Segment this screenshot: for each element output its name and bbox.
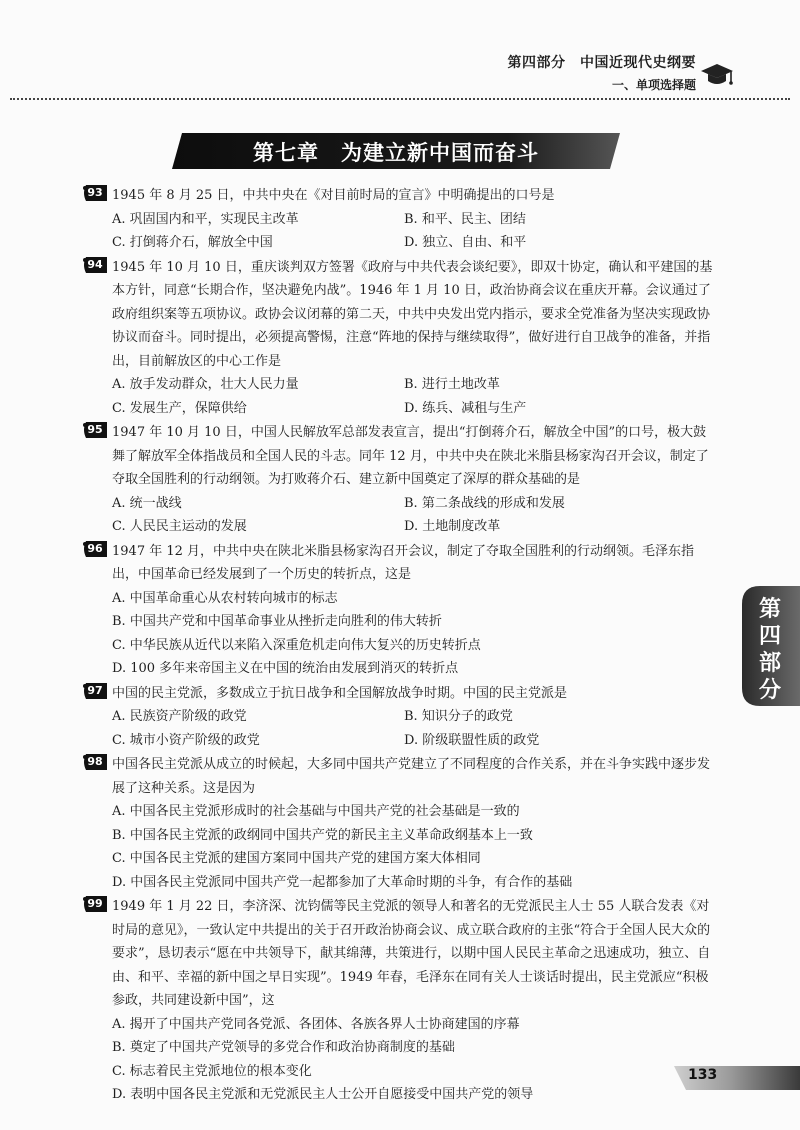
option-b: B. 中国共产党和中国革命事业从挫折走向胜利的伟大转折 xyxy=(112,614,442,629)
header-section-title: 一、单项选择题 xyxy=(611,78,696,92)
page-number-band xyxy=(674,1066,800,1090)
option-d: D. 独立、自由、和平 xyxy=(404,235,527,250)
question-93 xyxy=(82,184,714,255)
question-94 xyxy=(82,256,714,421)
question-number-badge: 98 xyxy=(82,753,108,771)
option-a: A. 巩固国内和平，实现民主改革 xyxy=(112,211,299,227)
question-stem: 1945 年 10 月 10 日，重庆谈判双方签署《政府与中共代表会谈纪要》，即双十协定，确认和平建国的基本方针，同意“长期合作，坚决避免内战”。1946 年 1 月 10 日，政治协商会议在重庆开幕。会议通过了政府组织案等五项协议。政协会议闭幕的第二天，中共中央发出党内指示，要求全党准备为坚决实现政协协议而奋斗。同时提出，必须提高警惕，注意“阵地的保持与继续取得”，做好进行自卫战争的准备，并指出，目前解放区的中心工作是 xyxy=(112,259,713,369)
option-a: A. 放手发动群众，壮大人民力量 xyxy=(112,377,299,392)
option-b: B. 和平、民主、团结 xyxy=(404,211,526,227)
option-b: B. 奠定了中国共产党领导的多党合作和政治协商制度的基础 xyxy=(112,1040,455,1055)
chapter-title: 第七章 为建立新中国而奋斗 xyxy=(253,141,539,165)
option-d: D. 100 多年来帝国主义在中国的统治由发展到消灭的转折点 xyxy=(112,661,459,676)
question-stem: 1947 年 12 月，中共中央在陕北米脂县杨家沟召开会议，制定了夺取全国胜利的行动纲领。毛泽东指出，中国革命已经发展到了一个历史的转折点，这是 xyxy=(112,543,695,582)
option-d: D. 表明中国各民主党派和无党派民主人士公开自愿接受中国共产党的领导 xyxy=(112,1087,534,1102)
page-header xyxy=(0,0,800,100)
question-stem: 1949 年 1 月 22 日，李济深、沈钧儒等民主党派的领导人和著名的无党派民主人士 55 人联合发表《对时局的意见》，一致认定中共提出的关于召开政治协商会议、成立联合政府的主张“符合于全国人民大众的要求”，恳切表示“愿在中共领导下，献其绵薄，共策进行，以期中国人民民主革命之迅速成功，独立、自由、和平、幸福的新中国之早日实现”。1949 年春，毛泽东在同有关人士谈话时提出，民主党派应“积极参政，共同建设新中国”，这 xyxy=(112,899,711,1008)
question-number-badge: 93 xyxy=(82,184,108,202)
question-number-badge: 97 xyxy=(82,682,108,700)
question-99 xyxy=(82,895,714,1107)
option-c: C. 标志着民主党派地位的根本变化 xyxy=(112,1063,312,1079)
header-part-title: 第四部分 中国近现代史纲要 xyxy=(507,55,696,71)
option-d: D. 中国各民主党派同中国共产党一起都参加了大革命时期的斗争，有合作的基础 xyxy=(112,874,573,890)
option-c: C. 打倒蒋介石，解放全中国 xyxy=(112,235,273,250)
option-c: C. 中华民族从近代以来陷入深重危机走向伟大复兴的历史转折点 xyxy=(112,637,481,653)
option-c: C. 中国各民主党派的建国方案同中国共产党的建国方案大体相同 xyxy=(112,851,481,866)
options xyxy=(112,1013,714,1107)
option-a: A. 中国各民主党派形成时的社会基础与中国共产党的社会基础是一致的 xyxy=(112,804,520,819)
question-number-badge: 95 xyxy=(82,421,108,439)
options xyxy=(112,800,714,894)
option-c: C. 人民民主运动的发展 xyxy=(112,519,247,534)
option-b: B. 中国各民主党派的政纲同中国共产党的新民主主义革命政纲基本上一致 xyxy=(112,827,533,843)
option-a: A. 统一战线 xyxy=(112,495,182,511)
question-number-badge: 99 xyxy=(82,895,108,913)
question-stem: 1945 年 8 月 25 日，中共中央在《对目前时局的宣言》中明确提出的口号是 xyxy=(112,188,555,203)
section-side-tab xyxy=(742,586,800,706)
side-tab-line1: 第四 xyxy=(758,597,781,649)
page-number: 133 xyxy=(688,1067,718,1083)
question-98 xyxy=(82,753,714,894)
graduation-cap-icon xyxy=(700,58,734,92)
option-d: D. 阶级联盟性质的政党 xyxy=(404,732,540,748)
question-97 xyxy=(82,682,714,753)
option-a: A. 民族资产阶级的政党 xyxy=(112,709,247,724)
option-a: A. 中国革命重心从农村转向城市的标志 xyxy=(112,590,338,606)
question-number-badge: 94 xyxy=(82,256,108,274)
question-list xyxy=(82,184,714,1107)
options xyxy=(112,705,714,752)
side-tab-line2: 部分 xyxy=(758,651,781,703)
option-c: C. 发展生产，保障供给 xyxy=(112,400,247,416)
question-stem: 中国各民主党派从成立的时候起，大多同中国共产党建立了不同程度的合作关系，并在斗争实践中逐步发展了这种关系。这是因为 xyxy=(112,757,711,796)
header-divider xyxy=(10,98,790,100)
option-b: B. 第二条战线的形成和发展 xyxy=(404,495,565,511)
question-number-badge: 96 xyxy=(82,540,108,558)
option-d: D. 练兵、减租与生产 xyxy=(404,400,527,416)
question-stem: 中国的民主党派，多数成立于抗日战争和全国解放战争时期。中国的民主党派是 xyxy=(112,685,568,701)
options xyxy=(112,492,714,539)
options xyxy=(112,208,714,255)
option-b: B. 知识分子的政党 xyxy=(404,709,513,724)
option-b: B. 进行土地改革 xyxy=(404,377,500,392)
question-96 xyxy=(82,540,714,681)
option-c: C. 城市小资产阶级的政党 xyxy=(112,732,260,748)
chapter-banner xyxy=(172,133,620,169)
options xyxy=(112,587,714,681)
options xyxy=(112,373,714,420)
option-a: A. 揭开了中国共产党同各党派、各团体、各族各界人士协商建国的序幕 xyxy=(112,1016,520,1032)
question-95 xyxy=(82,421,714,539)
option-d: D. 土地制度改革 xyxy=(404,519,501,534)
question-stem: 1947 年 10 月 10 日，中国人民解放军总部发表宣言，提出“打倒蒋介石，解放全中国”的口号，极大鼓舞了解放军全体指战员和全国人民的斗志。同年 12 月，中共中央在陕北米脂县杨家沟召开会议，制定了夺取全国胜利的行动纲领。为打败蒋介石、建立新中国奠定了深厚的群众基础的是 xyxy=(112,425,709,487)
